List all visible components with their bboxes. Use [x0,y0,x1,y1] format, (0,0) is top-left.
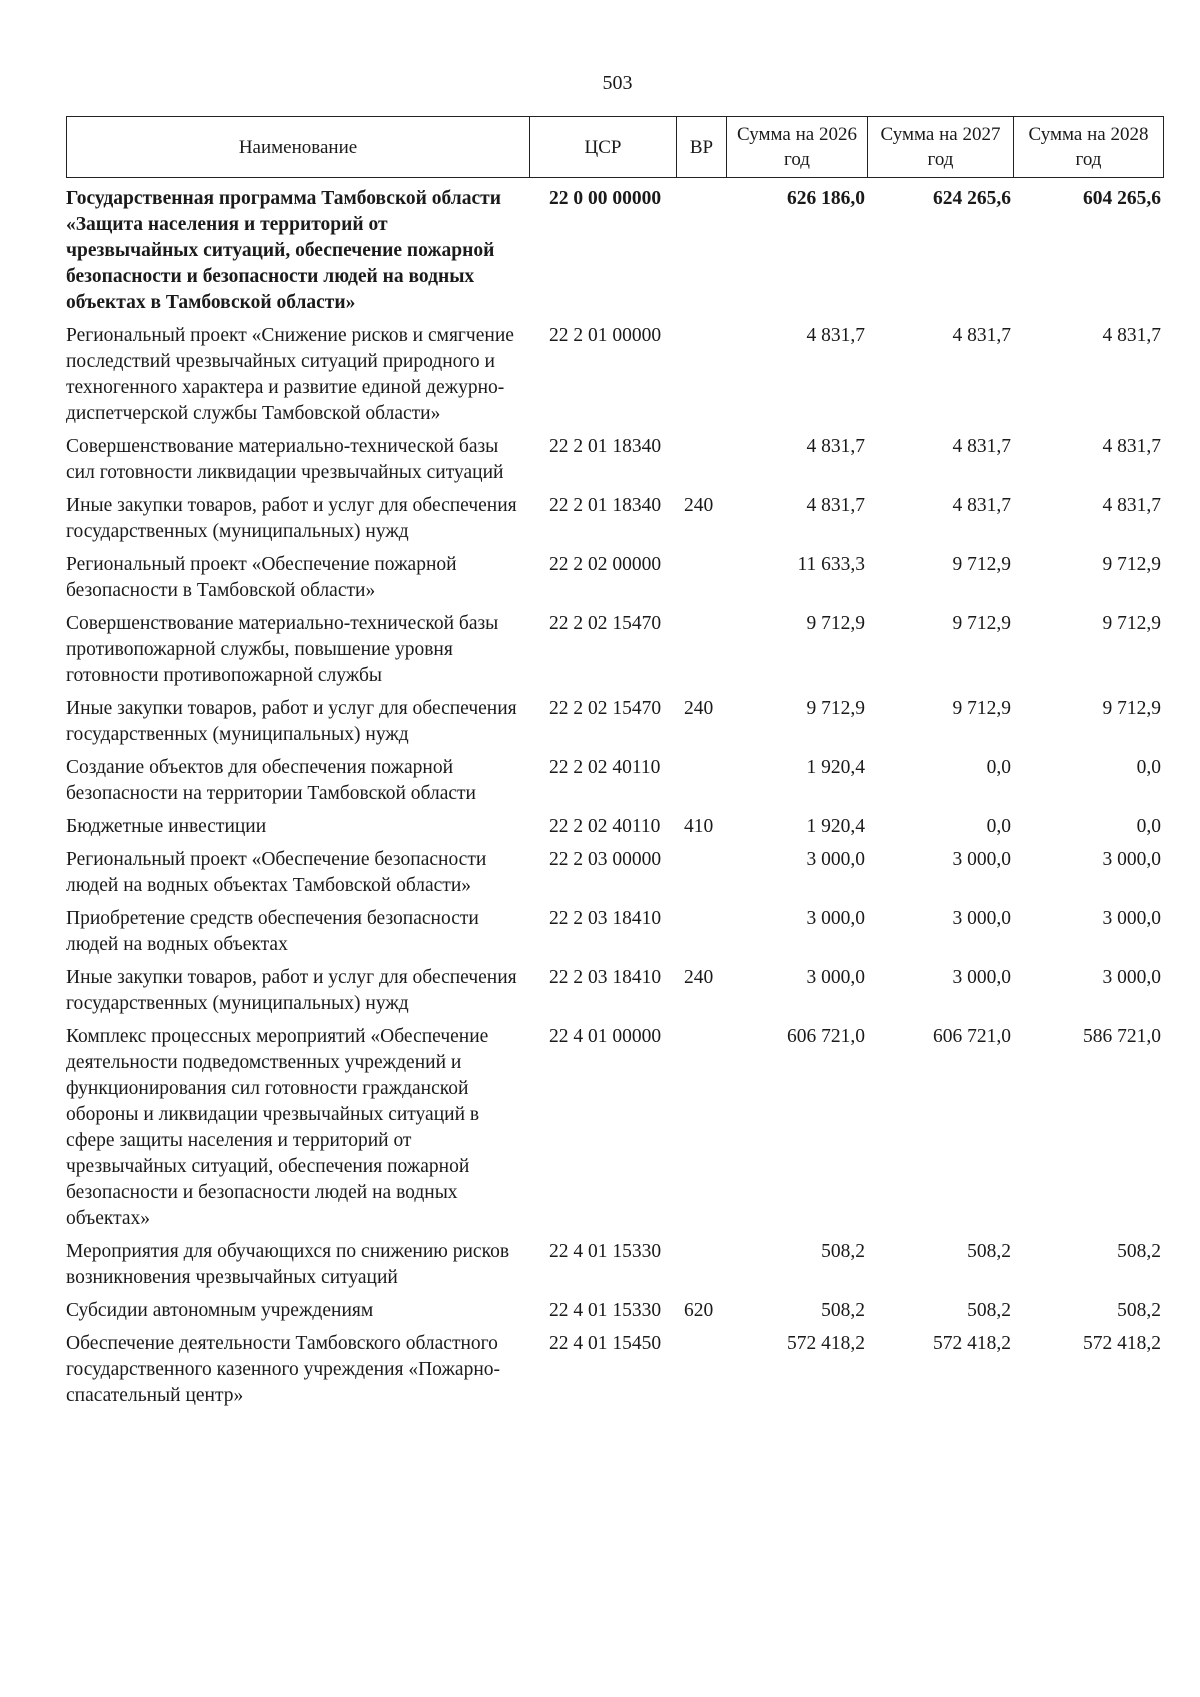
row-vr [676,847,726,906]
table-row [66,1239,1163,1298]
row-csr: 22 2 02 00000 [549,554,662,575]
row-sum-2027: 606 721,0 [933,1026,1011,1047]
row-name: Создание объектов для обеспечения пожарной безопасности на территории Тамбовской области [66,757,476,804]
row-csr: 22 0 00 00000 [549,188,662,209]
row-vr [676,186,726,323]
row-sum-2026: 1 920,4 [806,757,865,778]
row-vr: 240 [684,495,714,516]
row-name: Совершенствование материально-технической базы противопожарной службы, повышение уровня готовности противопожарной службы [66,613,499,686]
row-name: Совершенствование материально-технической базы сил готовности ликвидации чрезвычайных ситуаций [66,436,504,483]
row-vr: 620 [684,1300,714,1321]
row-csr: 22 2 03 18410 [549,967,662,988]
row-csr: 22 2 02 40110 [549,816,661,837]
row-sum-2028: 0,0 [1136,757,1161,778]
row-csr: 22 4 01 15330 [549,1300,662,1321]
row-sum-2027: 3 000,0 [952,908,1011,929]
row-csr: 22 2 02 15470 [549,613,662,634]
row-name: Иные закупки товаров, работ и услуг для обеспечения государственных (муниципальных) нужд [66,698,517,745]
row-name: Приобретение средств обеспечения безопасности людей на водных объектах [66,908,479,955]
row-csr: 22 2 03 18410 [549,908,662,929]
table-row [66,1298,1163,1331]
row-sum-2027: 624 265,6 [933,188,1011,209]
table-row [66,906,1163,965]
row-sum-2026: 508,2 [821,1241,865,1262]
row-name: Региональный проект «Снижение рисков и смягчение последствий чрезвычайных ситуаций природного и техногенного характера и развитие единой дежурно-диспетчерской службы Тамбовской области» [66,325,514,424]
row-sum-2028: 508,2 [1117,1241,1161,1262]
table-row [66,1331,1163,1416]
row-sum-2026: 508,2 [821,1300,865,1321]
row-sum-2028: 9 712,9 [1102,554,1161,575]
row-sum-2026: 3 000,0 [806,908,865,929]
row-sum-2026: 3 000,0 [806,967,865,988]
row-name: Субсидии автономным учреждениям [66,1300,374,1321]
row-sum-2027: 9 712,9 [952,613,1011,634]
row-vr [676,323,726,434]
row-vr [676,434,726,493]
row-sum-2027: 9 712,9 [952,698,1011,719]
row-sum-2027: 3 000,0 [952,849,1011,870]
row-sum-2027: 572 418,2 [933,1333,1011,1354]
row-vr: 410 [684,816,714,837]
row-sum-2026: 4 831,7 [806,436,865,457]
row-name: Комплекс процессных мероприятий «Обеспечение деятельности подведомственных учреждений и функционирования сил готовности гражданской обороны и ликвидации чрезвычайных ситуаций в сфере защиты населения и территорий от чрезвычайных ситуаций, обеспечения пожарной безопасности и безопасности людей на водных объектах» [66,1026,489,1229]
row-sum-2028: 4 831,7 [1102,495,1161,516]
row-name: Бюджетные инвестиции [66,816,267,837]
row-sum-2027: 0,0 [986,757,1011,778]
row-name: Региональный проект «Обеспечение пожарной безопасности в Тамбовской области» [66,554,457,601]
row-vr: 240 [684,698,714,719]
table-row [66,552,1163,611]
row-sum-2027: 9 712,9 [952,554,1011,575]
table-row [66,696,1163,755]
row-sum-2028: 586 721,0 [1083,1026,1161,1047]
table-row [66,814,1163,847]
table-row [66,323,1163,434]
row-sum-2028: 4 831,7 [1102,436,1161,457]
row-vr [676,552,726,611]
table-row [66,965,1163,1024]
row-csr: 22 2 02 15470 [549,698,662,719]
table-header [66,116,1164,178]
row-vr [676,1331,726,1416]
row-name: Региональный проект «Обеспечение безопасности людей на водных объектах Тамбовской области» [66,849,487,896]
row-csr: 22 2 01 00000 [549,325,662,346]
row-vr [676,1239,726,1298]
row-csr: 22 2 01 18340 [549,436,662,457]
row-csr: 22 2 02 40110 [549,757,661,778]
table-row [66,493,1163,552]
row-sum-2028: 9 712,9 [1102,613,1161,634]
row-name: Иные закупки товаров, работ и услуг для обеспечения государственных (муниципальных) нужд [66,967,517,1014]
row-sum-2028: 3 000,0 [1102,967,1161,988]
row-vr: 240 [684,967,714,988]
row-sum-2027: 4 831,7 [952,325,1011,346]
row-sum-2026: 4 831,7 [806,325,865,346]
row-name: Мероприятия для обучающихся по снижению рисков возникновения чрезвычайных ситуаций [66,1241,510,1288]
row-csr: 22 2 01 18340 [549,495,662,516]
row-name: Иные закупки товаров, работ и услуг для обеспечения государственных (муниципальных) нужд [66,495,517,542]
row-sum-2028: 604 265,6 [1083,188,1161,209]
table-row [66,434,1163,493]
row-sum-2026: 9 712,9 [806,698,865,719]
table-row [66,847,1163,906]
table-row [66,1024,1163,1239]
row-sum-2026: 9 712,9 [806,613,865,634]
row-sum-2028: 0,0 [1136,816,1161,837]
row-sum-2027: 4 831,7 [952,436,1011,457]
row-sum-2028: 508,2 [1117,1300,1161,1321]
row-csr: 22 4 01 15330 [549,1241,662,1262]
row-sum-2027: 4 831,7 [952,495,1011,516]
row-sum-2028: 3 000,0 [1102,849,1161,870]
row-sum-2026: 572 418,2 [787,1333,865,1354]
table-body [66,186,1163,1416]
row-name: Государственная программа Тамбовской области «Защита населения и территорий от чрезвычайных ситуаций, обеспечение пожарной безопасности и безопасности людей на водных объектах в Тамбовской области» [66,188,501,313]
row-sum-2028: 3 000,0 [1102,908,1161,929]
row-sum-2026: 606 721,0 [787,1026,865,1047]
row-csr: 22 4 01 00000 [549,1026,662,1047]
row-sum-2028: 9 712,9 [1102,698,1161,719]
page-number: 503 [602,72,633,94]
row-sum-2026: 3 000,0 [806,849,865,870]
row-sum-2028: 572 418,2 [1083,1333,1161,1354]
row-sum-2027: 508,2 [967,1241,1011,1262]
header-vr: ВР [677,117,727,178]
row-vr [676,611,726,696]
row-sum-2027: 508,2 [967,1300,1011,1321]
row-vr [676,755,726,814]
header-sum-2026: Сумма на 2026 год [727,117,868,178]
row-sum-2026: 626 186,0 [787,188,865,209]
table-row [66,755,1163,814]
table-row [66,611,1163,696]
table-row [66,186,1163,323]
header-sum-2028: Сумма на 2028 год [1014,117,1164,178]
row-vr [676,1024,726,1239]
header-name: Наименование [67,117,530,178]
row-csr: 22 4 01 15450 [549,1333,662,1354]
row-sum-2027: 0,0 [986,816,1011,837]
row-sum-2028: 4 831,7 [1102,325,1161,346]
row-name: Обеспечение деятельности Тамбовского областного государственного казенного учреждения «Пожарно-спасательный центр» [66,1333,501,1406]
header-csr: ЦСР [530,117,677,178]
row-sum-2026: 4 831,7 [806,495,865,516]
row-sum-2026: 11 633,3 [797,554,865,575]
row-sum-2026: 1 920,4 [806,816,865,837]
row-sum-2027: 3 000,0 [952,967,1011,988]
header-sum-2027: Сумма на 2027 год [868,117,1014,178]
row-csr: 22 2 03 00000 [549,849,662,870]
budget-table [66,186,1163,1416]
row-vr [676,906,726,965]
